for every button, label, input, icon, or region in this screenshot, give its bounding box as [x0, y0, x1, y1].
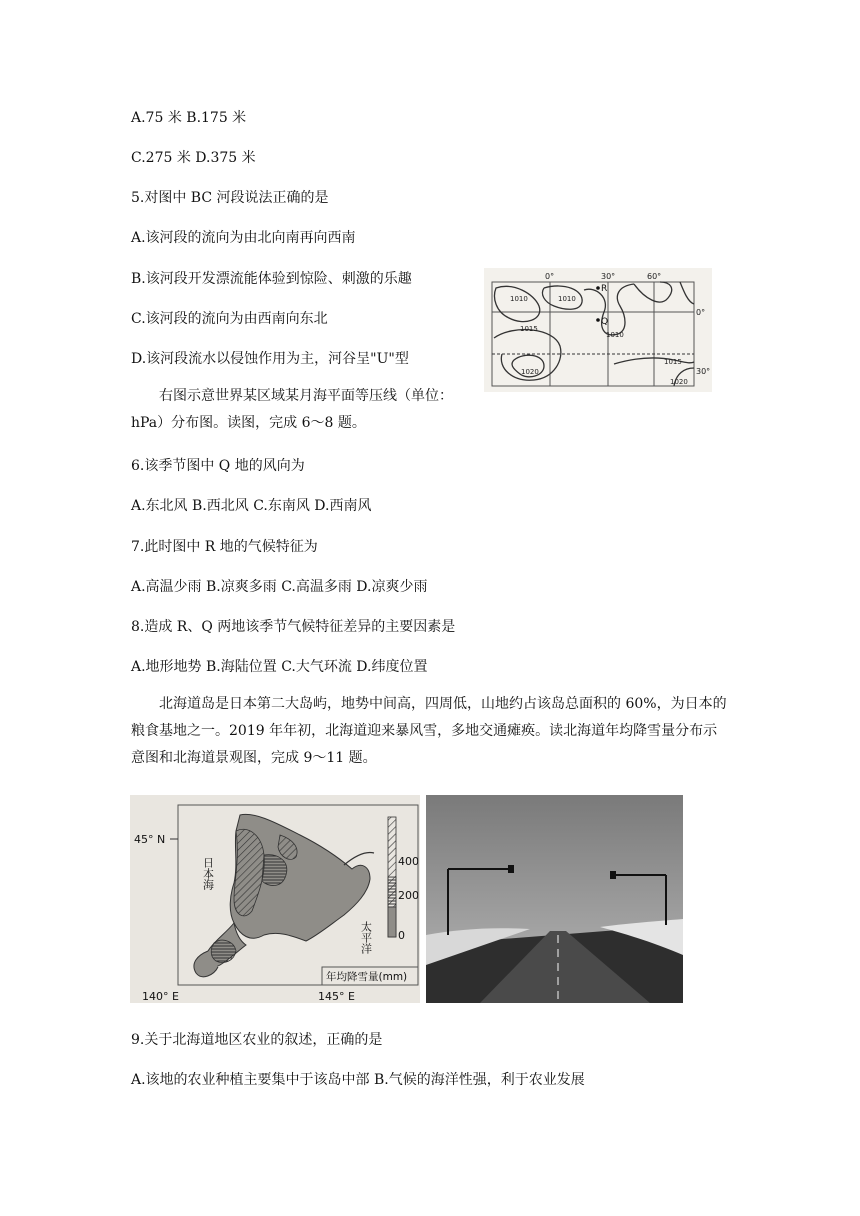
q5-option-b: B.该河段开发漂流能体验到惊险、刺激的乐趣	[131, 271, 412, 287]
sea-of-japan-label: 日本海	[201, 857, 215, 890]
isobar-map-figure	[484, 268, 712, 392]
q5-option-d: D.该河段流水以侵蚀作用为主，河谷呈"U"型	[131, 351, 409, 367]
q8-options: A.地形地势 B.海陆位置 C.大气环流 D.纬度位置	[131, 659, 428, 675]
intro-q6-8: 右图示意世界某区域某月海平面等压线（单位：hPa）分布图。读图，完成 6～8 题。	[131, 388, 453, 431]
q4-options-ab: A.75 米 B.175 米	[131, 110, 247, 126]
q7-options: A.高温少雨 B.凉爽多雨 C.高温多雨 D.凉爽少雨	[131, 579, 428, 595]
hokkaido-figure-svg	[130, 795, 685, 1005]
isobar-label: 1010	[510, 295, 528, 303]
lon-label-30: 30°	[601, 272, 616, 281]
lon-label-60: 60°	[647, 272, 662, 281]
isobar-label: 1010	[606, 331, 624, 339]
isobar-map	[484, 268, 712, 392]
lon-label-140e: 140° E	[142, 990, 179, 1003]
q5-option-a: A.该河段的流向为由北向南再向西南	[131, 230, 356, 246]
point-r-label: R	[601, 284, 608, 294]
isobar-label: 1010	[558, 295, 576, 303]
scale-tick-200: 200	[398, 889, 419, 902]
snowfall-legend-title: 年均降雪量(mm)	[326, 971, 408, 983]
isobar-label: 1020	[670, 378, 688, 386]
point-r-marker	[596, 286, 600, 290]
q5-option-c: C.该河段的流向为由西南向东北	[131, 311, 328, 327]
q9-stem: 9.关于北海道地区农业的叙述，正确的是	[131, 1032, 383, 1048]
hokkaido-figure	[130, 795, 685, 1005]
q8-stem: 8.造成 R、Q 两地该季节气候特征差异的主要因素是	[131, 619, 456, 635]
isobar-label: 1015	[520, 325, 538, 333]
q6-stem: 6.该季节图中 Q 地的风向为	[131, 458, 305, 474]
lon-label-0: 0°	[545, 272, 555, 281]
point-q-label: Q	[601, 317, 609, 327]
lat-label-30: 30°	[696, 367, 711, 376]
hokkaido-landscape-photo	[426, 795, 683, 1003]
q7-stem: 7.此时图中 R 地的气候特征为	[131, 539, 318, 555]
point-q-marker	[596, 318, 600, 322]
isobar-label: 1015	[664, 358, 682, 366]
q9-options-ab: A.该地的农业种植主要集中于该岛中部 B.气候的海洋性强，利于农业发展	[131, 1072, 585, 1088]
lat-label-45n: 45° N	[134, 833, 166, 846]
q5-stem: 5.对图中 BC 河段说法正确的是	[131, 190, 329, 206]
lat-label-0: 0°	[696, 308, 706, 317]
scale-tick-400: 400	[398, 855, 419, 868]
q4-options-cd: C.275 米 D.375 米	[131, 150, 256, 166]
pacific-label: 太平洋	[359, 921, 373, 954]
q6-options: A.东北风 B.西北风 C.东南风 D.西南风	[131, 498, 372, 514]
scale-tick-0: 0	[398, 929, 405, 942]
lon-label-145e: 145° E	[318, 990, 355, 1003]
isobar-label: 1020	[521, 368, 539, 376]
intro-q9-11: 北海道岛是日本第二大岛屿，地势中间高，四周低，山地约占该岛总面积的 60%，为日本的粮食基地之一。2019 年年初，北海道迎来暴风雪，多地交通瘫痪。读北海道年均降雪量分布示意图和北海道景观图，完成 9～11 题。	[131, 696, 727, 766]
